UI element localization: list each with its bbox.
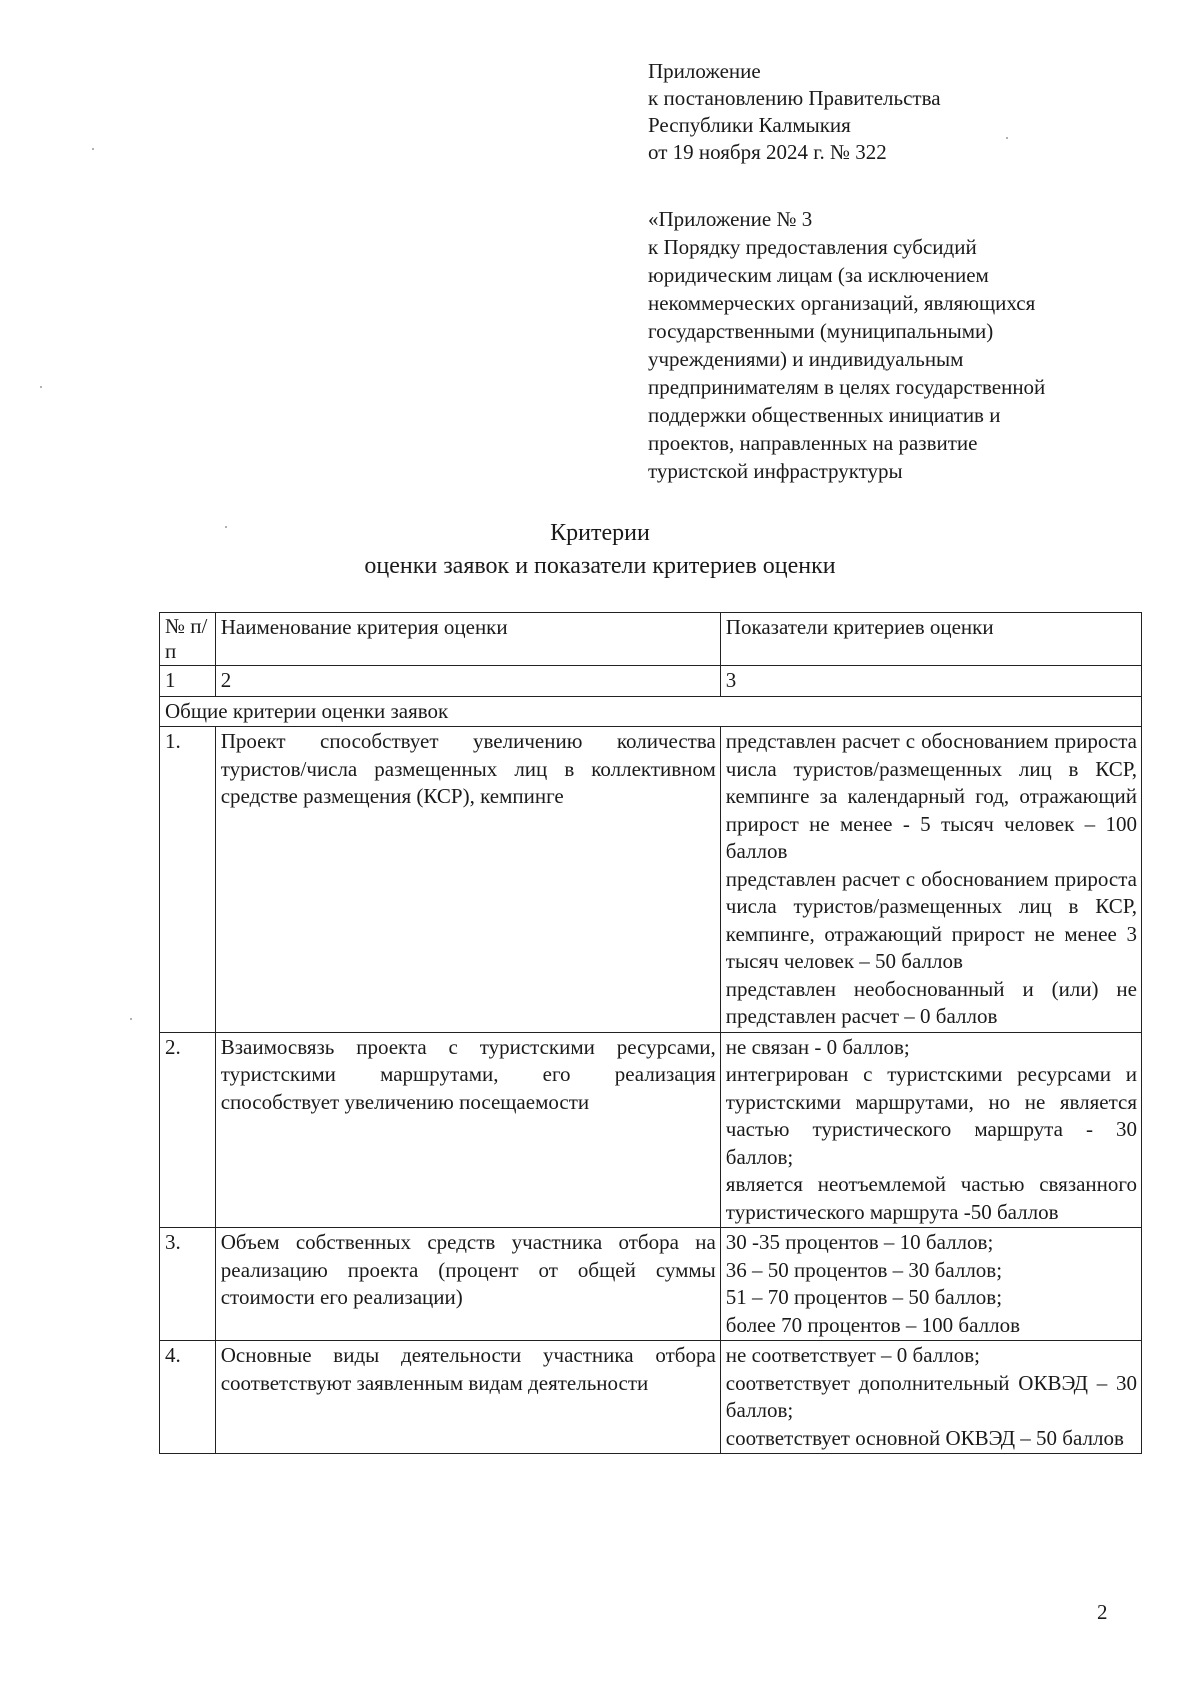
appendix3-line: туристской инфраструктуры	[648, 459, 903, 483]
table-header-row	[160, 613, 1142, 666]
appendix3-line: предпринимателям в целях государственной	[648, 375, 1046, 399]
appendix3-line: проектов, направленных на развитие	[648, 431, 978, 455]
indicator-item: представлен расчет с обоснованием прироста числа туристов/размещенных лиц в КСР, кемпинге, отражающий прирост не менее 3 тысяч человек – 50 баллов	[725, 866, 1137, 973]
appendix3-line: юридическим лицам (за исключением	[648, 263, 989, 287]
header-num-cell: № п/п	[160, 613, 216, 666]
criterion-name: Основные виды деятельности участника отбора соответствуют заявленным видам деятельности	[215, 1341, 720, 1454]
indicator-item: соответствует дополнительный ОКВЭД – 30 баллов;	[725, 1370, 1137, 1422]
appendix3-line: учреждениями) и индивидуальным	[648, 347, 964, 371]
appendix3-line: к Порядку предоставления субсидий	[648, 235, 977, 259]
indicator-item: представлен необоснованный и (или) не представлен расчет – 0 баллов	[725, 976, 1137, 1028]
header-indicators-cell: Показатели критериев оценки	[720, 613, 1141, 666]
appendix-line: Республики Калмыкия	[648, 113, 851, 137]
scan-speck	[92, 148, 94, 150]
header-name-cell: Наименование критерия оценки	[215, 613, 720, 666]
indicator-item: интегрирован с туристскими ресурсами и туристскими маршрутами, но не является частью туристического маршрута - 30 баллов;	[725, 1062, 1137, 1169]
section-row	[160, 696, 1142, 727]
colnum-cell: 2	[215, 666, 720, 697]
criterion-indicators	[720, 1341, 1141, 1454]
indicator-item: представлен расчет с обоснованием прироста числа туристов/размещенных лиц в КСР, кемпинге за календарный год, отражающий прирост не менее - 5 тысяч человек – 100 баллов	[725, 729, 1137, 863]
appendix3-line: некоммерческих организаций, являющихся	[648, 291, 1036, 315]
appendix-date-line: от 19 ноября 2024 г. № 322	[648, 140, 887, 164]
section-title: Общие критерии оценки заявок	[160, 696, 1142, 727]
appendix-line: Приложение	[648, 59, 761, 83]
table-row	[160, 727, 1142, 1033]
indicator-item: 51 – 70 процентов – 50 баллов;	[725, 1285, 1003, 1309]
criterion-name: Взаимосвязь проекта с туристскими ресурсами, туристскими маршрутами, его реализация способствует увеличению посещаемости	[215, 1032, 720, 1228]
appendix3-header	[648, 205, 1168, 485]
appendix3-line: государственными (муниципальными)	[648, 319, 994, 343]
table-row	[160, 1228, 1142, 1341]
scan-speck	[1006, 137, 1008, 139]
criteria-table	[159, 612, 1142, 1454]
indicator-item: 36 – 50 процентов – 30 баллов;	[725, 1257, 1003, 1282]
document-subtitle: оценки заявок и показатели критериев оценки	[364, 553, 836, 579]
criterion-indicators	[720, 727, 1141, 1033]
appendix-line: к постановлению Правительства	[648, 86, 941, 110]
criterion-indicators	[720, 1228, 1141, 1341]
appendix3-line: поддержки общественных инициатив и	[648, 403, 1001, 427]
row-num: 2.	[160, 1032, 216, 1228]
row-num: 3.	[160, 1228, 216, 1341]
page-number: 2	[1097, 1600, 1108, 1624]
criterion-name: Проект способствует увеличению количества туристов/числа размещенных лиц в коллективном средстве размещения (КСР), кемпинге	[215, 727, 720, 1033]
appendix-header	[648, 58, 1148, 166]
scan-speck	[130, 1018, 132, 1020]
indicator-item: не соответствует – 0 баллов;	[725, 1343, 980, 1367]
document-title: Критерии	[550, 520, 650, 546]
criterion-name: Объем собственных средств участника отбора на реализацию проекта (процент от общей суммы стоимости его реализации)	[215, 1228, 720, 1341]
scan-speck	[225, 526, 227, 528]
colnum-cell: 1	[160, 666, 216, 697]
row-num: 4.	[160, 1341, 216, 1454]
indicator-item: более 70 процентов – 100 баллов	[725, 1312, 1020, 1337]
appendix3-line: «Приложение № 3	[648, 207, 813, 231]
row-num: 1.	[160, 727, 216, 1033]
indicator-item: является неотъемлемой частью связанного туристического маршрута -50 баллов	[725, 1172, 1137, 1224]
table-row	[160, 1032, 1142, 1228]
indicator-item: не связан - 0 баллов;	[725, 1034, 910, 1059]
criterion-indicators	[720, 1032, 1141, 1228]
indicator-item: соответствует основной ОКВЭД – 50 баллов	[725, 1425, 1124, 1450]
scan-speck	[40, 386, 42, 388]
colnum-cell: 3	[720, 666, 1141, 697]
column-number-row	[160, 666, 1142, 697]
indicator-item: 30 -35 процентов – 10 баллов;	[725, 1230, 994, 1254]
table-row	[160, 1341, 1142, 1454]
